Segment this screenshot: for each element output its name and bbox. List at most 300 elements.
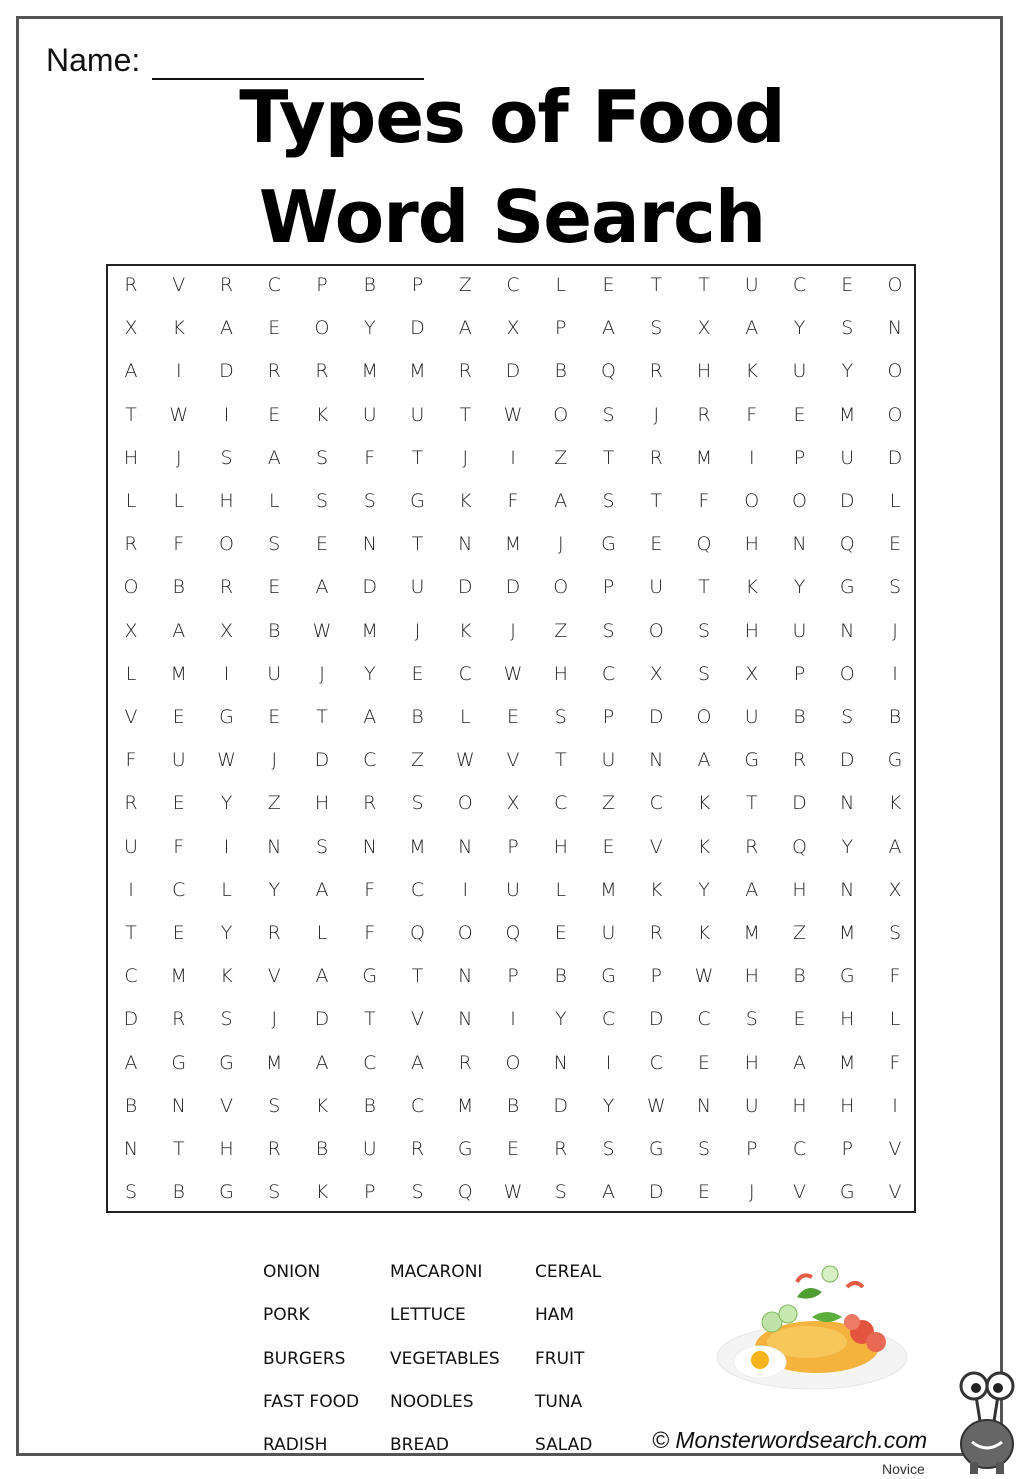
grid-letter[interactable]: M	[504, 533, 522, 556]
grid-letter[interactable]: L	[889, 490, 901, 512]
grid-letter[interactable]: K	[745, 576, 758, 599]
grid-letter[interactable]: M	[695, 446, 713, 469]
grid-letter[interactable]: S	[745, 1008, 758, 1031]
grid-letter[interactable]: S	[888, 922, 902, 944]
grid-letter[interactable]: Z	[267, 792, 281, 815]
grid-letter[interactable]: M	[361, 360, 378, 383]
grid-letter[interactable]: O	[887, 403, 903, 426]
grid-letter[interactable]: N	[887, 317, 903, 340]
grid-letter[interactable]: I	[892, 1094, 898, 1117]
grid-letter[interactable]: E	[697, 1181, 710, 1204]
grid-letter[interactable]: S	[554, 706, 567, 728]
grid-letter[interactable]: Y	[793, 317, 806, 340]
grid-letter[interactable]: K	[697, 835, 711, 858]
grid-letter[interactable]: U	[362, 403, 377, 426]
grid-letter[interactable]: C	[172, 878, 186, 901]
grid-letter[interactable]: O	[792, 490, 807, 512]
grid-letter[interactable]: H	[840, 1008, 855, 1031]
grid-letter[interactable]: R	[554, 1138, 568, 1160]
grid-letter[interactable]: E	[602, 274, 615, 296]
grid-letter[interactable]: V	[411, 1008, 424, 1031]
grid-letter[interactable]: O	[553, 576, 569, 599]
grid-letter[interactable]: S	[554, 1181, 567, 1204]
grid-letter[interactable]: P	[364, 1181, 376, 1204]
grid-letter[interactable]: N	[840, 878, 855, 901]
grid-letter[interactable]: O	[553, 403, 569, 426]
grid-letter[interactable]: G	[601, 965, 616, 988]
grid-letter[interactable]: E	[268, 576, 281, 599]
grid-letter[interactable]: M	[600, 878, 617, 901]
grid-letter[interactable]: K	[220, 965, 233, 988]
grid-letter[interactable]: P	[507, 965, 519, 988]
grid-letter[interactable]: I	[892, 662, 898, 685]
grid-letter[interactable]: U	[171, 749, 186, 772]
grid-letter[interactable]: C	[649, 1051, 663, 1074]
grid-letter[interactable]: S	[220, 446, 233, 469]
grid-letter[interactable]: N	[458, 1008, 473, 1031]
grid-letter[interactable]: Y	[698, 878, 710, 901]
grid-letter[interactable]: C	[410, 878, 425, 901]
grid-letter[interactable]: P	[746, 1138, 758, 1160]
grid-letter[interactable]: S	[888, 576, 902, 599]
grid-letter[interactable]: B	[124, 1094, 138, 1117]
grid-letter[interactable]: H	[792, 878, 807, 901]
grid-letter[interactable]: Z	[554, 446, 568, 469]
grid-letter[interactable]: H	[219, 1138, 234, 1160]
grid-letter[interactable]: T	[125, 922, 137, 944]
grid-letter[interactable]: V	[124, 706, 138, 728]
grid-letter[interactable]: E	[554, 922, 567, 944]
grid-letter[interactable]: P	[316, 274, 328, 296]
grid-letter[interactable]: U	[506, 878, 520, 901]
grid-letter[interactable]: G	[601, 533, 616, 556]
grid-letter[interactable]: S	[841, 706, 854, 728]
grid-letter[interactable]: E	[841, 274, 854, 296]
grid-letter[interactable]: I	[223, 835, 230, 858]
grid-letter[interactable]: D	[362, 576, 378, 599]
grid-letter[interactable]: Y	[220, 922, 233, 944]
grid-letter[interactable]: T	[316, 706, 328, 728]
grid-letter[interactable]: D	[648, 1181, 664, 1204]
grid-letter[interactable]: T	[745, 792, 758, 815]
grid-letter[interactable]: D	[123, 1008, 139, 1031]
grid-letter[interactable]: E	[315, 533, 328, 556]
grid-letter[interactable]: U	[744, 1094, 759, 1117]
grid-letter[interactable]: C	[363, 749, 377, 772]
grid-letter[interactable]: S	[268, 1181, 281, 1204]
grid-letter[interactable]: U	[792, 619, 807, 642]
grid-letter[interactable]: Q	[792, 835, 807, 858]
grid-letter[interactable]: V	[267, 965, 281, 988]
grid-letter[interactable]: S	[697, 619, 711, 642]
grid-letter[interactable]: D	[648, 706, 664, 728]
grid-letter[interactable]: F	[507, 490, 519, 512]
grid-letter[interactable]: L	[221, 878, 232, 901]
grid-letter[interactable]: E	[793, 1008, 806, 1031]
grid-letter[interactable]: S	[124, 1181, 138, 1204]
grid-letter[interactable]: T	[125, 403, 137, 426]
grid-letter[interactable]: E	[650, 533, 663, 556]
grid-letter[interactable]: T	[698, 274, 710, 296]
grid-letter[interactable]: R	[267, 922, 281, 944]
grid-letter[interactable]: L	[555, 878, 567, 901]
grid-letter[interactable]: R	[219, 576, 234, 599]
grid-letter[interactable]: P	[650, 965, 662, 988]
grid-letter[interactable]: D	[887, 446, 903, 469]
grid-letter[interactable]: U	[267, 662, 282, 685]
grid-letter[interactable]: A	[458, 317, 472, 340]
grid-letter[interactable]: T	[363, 1008, 376, 1031]
grid-letter[interactable]: N	[458, 835, 473, 858]
grid-letter[interactable]: N	[171, 1094, 186, 1117]
grid-letter[interactable]: A	[315, 1051, 329, 1074]
grid-letter[interactable]: F	[746, 403, 758, 426]
grid-letter[interactable]: I	[510, 446, 516, 469]
grid-letter[interactable]: P	[507, 835, 519, 858]
grid-letter[interactable]: V	[888, 1138, 902, 1160]
grid-letter[interactable]: R	[124, 792, 138, 815]
grid-letter[interactable]: U	[601, 922, 616, 944]
grid-letter[interactable]: F	[173, 835, 185, 858]
grid-letter[interactable]: K	[315, 1181, 329, 1204]
grid-letter[interactable]: X	[697, 317, 711, 340]
grid-letter[interactable]: W	[503, 1181, 523, 1204]
grid-letter[interactable]: G	[839, 576, 855, 599]
grid-letter[interactable]: K	[459, 490, 472, 512]
grid-letter[interactable]: E	[888, 533, 901, 556]
grid-letter[interactable]: V	[506, 749, 520, 772]
grid-letter[interactable]: T	[172, 1138, 185, 1160]
grid-letter[interactable]: O	[887, 360, 903, 383]
grid-letter[interactable]: D	[553, 1094, 569, 1117]
grid-letter[interactable]: A	[172, 619, 186, 642]
grid-letter[interactable]: H	[314, 792, 330, 815]
grid-letter[interactable]: X	[888, 878, 902, 901]
grid-letter[interactable]: Q	[410, 922, 425, 944]
grid-letter[interactable]: Z	[601, 792, 616, 815]
grid-letter[interactable]: Q	[839, 533, 855, 556]
grid-letter[interactable]: N	[840, 792, 855, 815]
grid-letter[interactable]: U	[792, 360, 807, 383]
grid-letter[interactable]: G	[887, 749, 903, 772]
grid-letter[interactable]: H	[696, 360, 712, 383]
grid-letter[interactable]: T	[459, 403, 472, 426]
grid-letter[interactable]: O	[457, 922, 473, 944]
grid-letter[interactable]: J	[175, 446, 182, 469]
grid-letter[interactable]: R	[267, 1138, 281, 1160]
grid-letter[interactable]: L	[125, 662, 137, 685]
grid-letter[interactable]: N	[649, 749, 664, 772]
grid-letter[interactable]: B	[888, 706, 902, 728]
grid-letter[interactable]: O	[887, 274, 903, 296]
grid-letter[interactable]: F	[173, 533, 185, 556]
grid-letter[interactable]: E	[697, 1051, 710, 1074]
grid-letter[interactable]: I	[462, 878, 469, 901]
grid-letter[interactable]: M	[839, 1051, 856, 1074]
grid-letter[interactable]: U	[744, 274, 759, 296]
grid-letter[interactable]: R	[410, 1138, 425, 1160]
grid-letter[interactable]: S	[602, 403, 615, 426]
grid-letter[interactable]: F	[889, 965, 901, 988]
grid-letter[interactable]: A	[267, 446, 281, 469]
grid-letter[interactable]: X	[124, 317, 138, 340]
grid-letter[interactable]: G	[839, 965, 855, 988]
grid-letter[interactable]: T	[554, 749, 567, 772]
grid-letter[interactable]: U	[601, 749, 616, 772]
grid-letter[interactable]: A	[124, 360, 138, 383]
grid-letter[interactable]: S	[315, 835, 329, 858]
grid-letter[interactable]: Q	[505, 922, 521, 944]
grid-letter[interactable]: C	[792, 1138, 807, 1160]
grid-letter[interactable]: T	[602, 446, 615, 469]
grid-letter[interactable]: E	[268, 403, 281, 426]
grid-letter[interactable]: E	[411, 662, 424, 685]
grid-letter[interactable]: X	[745, 662, 759, 685]
grid-letter[interactable]: C	[410, 1094, 425, 1117]
grid-letter[interactable]: A	[602, 1181, 615, 1204]
grid-letter[interactable]: L	[459, 706, 471, 728]
grid-letter[interactable]: P	[841, 1138, 853, 1160]
grid-letter[interactable]: G	[219, 1051, 234, 1074]
grid-letter[interactable]: E	[506, 706, 519, 728]
grid-letter[interactable]: L	[889, 1008, 901, 1031]
grid-letter[interactable]: D	[219, 360, 234, 383]
grid-letter[interactable]: R	[649, 446, 663, 469]
grid-letter[interactable]: M	[361, 619, 378, 642]
grid-letter[interactable]: X	[506, 792, 520, 815]
grid-letter[interactable]: B	[363, 274, 376, 296]
grid-letter[interactable]: R	[649, 922, 663, 944]
grid-letter[interactable]: Z	[792, 922, 807, 944]
grid-letter[interactable]: H	[219, 490, 234, 512]
grid-letter[interactable]: A	[220, 317, 233, 340]
grid-letter[interactable]: Q	[696, 533, 712, 556]
grid-letter[interactable]: S	[411, 792, 424, 815]
grid-letter[interactable]: D	[792, 792, 807, 815]
grid-letter[interactable]: S	[315, 446, 329, 469]
grid-letter[interactable]: C	[649, 792, 663, 815]
grid-letter[interactable]: A	[697, 749, 711, 772]
grid-letter[interactable]: L	[555, 274, 567, 296]
grid-letter[interactable]: C	[363, 1051, 377, 1074]
grid-letter[interactable]: D	[314, 749, 330, 772]
grid-letter[interactable]: B	[268, 619, 281, 642]
grid-letter[interactable]: G	[839, 1181, 855, 1204]
grid-letter[interactable]: R	[792, 749, 807, 772]
grid-letter[interactable]: N	[267, 835, 282, 858]
grid-letter[interactable]: R	[363, 792, 377, 815]
grid-letter[interactable]: Y	[220, 792, 233, 815]
grid-letter[interactable]: N	[792, 533, 807, 556]
grid-letter[interactable]: S	[268, 1094, 281, 1117]
grid-letter[interactable]: O	[505, 1051, 521, 1074]
grid-letter[interactable]: U	[410, 576, 425, 599]
grid-letter[interactable]: D	[648, 1008, 664, 1031]
grid-letter[interactable]: R	[697, 403, 711, 426]
grid-letter[interactable]: Y	[363, 317, 376, 340]
grid-letter[interactable]: O	[123, 576, 139, 599]
grid-letter[interactable]: X	[649, 662, 663, 685]
grid-letter[interactable]: J	[892, 619, 898, 642]
grid-letter[interactable]: F	[364, 878, 376, 901]
grid-letter[interactable]: A	[315, 576, 329, 599]
grid-letter[interactable]: H	[792, 1094, 807, 1117]
grid-letter[interactable]: U	[124, 835, 138, 858]
grid-letter[interactable]: H	[744, 619, 759, 642]
grid-letter[interactable]: Z	[554, 619, 568, 642]
grid-letter[interactable]: W	[169, 403, 189, 426]
grid-letter[interactable]: B	[411, 706, 424, 728]
grid-letter[interactable]: S	[268, 533, 281, 556]
grid-letter[interactable]: S	[841, 317, 854, 340]
grid-letter[interactable]: G	[648, 1138, 664, 1160]
grid-letter[interactable]: I	[223, 662, 230, 685]
grid-letter[interactable]: G	[219, 706, 234, 728]
grid-letter[interactable]: N	[362, 533, 377, 556]
grid-letter[interactable]: W	[503, 403, 523, 426]
grid-letter[interactable]: B	[363, 1094, 376, 1117]
grid-letter[interactable]: M	[409, 360, 426, 383]
grid-letter[interactable]: U	[649, 576, 664, 599]
grid-letter[interactable]: S	[411, 1181, 424, 1204]
grid-letter[interactable]: P	[793, 446, 806, 469]
grid-letter[interactable]: Y	[602, 1094, 615, 1117]
grid-letter[interactable]: Y	[554, 1008, 567, 1031]
grid-letter[interactable]: C	[124, 965, 138, 988]
grid-letter[interactable]: U	[362, 1138, 377, 1160]
grid-letter[interactable]: U	[410, 403, 425, 426]
grid-letter[interactable]: K	[650, 878, 663, 901]
grid-letter[interactable]: G	[744, 749, 760, 772]
grid-letter[interactable]: R	[267, 360, 281, 383]
grid-letter[interactable]: A	[793, 1051, 806, 1074]
grid-letter[interactable]: E	[172, 922, 185, 944]
grid-letter[interactable]: W	[217, 749, 236, 772]
grid-letter[interactable]: S	[697, 1138, 711, 1160]
grid-letter[interactable]: G	[219, 1181, 234, 1204]
grid-letter[interactable]: R	[315, 360, 329, 383]
grid-letter[interactable]: N	[458, 533, 473, 556]
grid-letter[interactable]: S	[650, 317, 663, 340]
grid-letter[interactable]: P	[602, 706, 615, 728]
grid-letter[interactable]: A	[745, 878, 759, 901]
grid-letter[interactable]: T	[698, 576, 710, 599]
grid-letter[interactable]: J	[271, 749, 278, 772]
grid-letter[interactable]: E	[793, 403, 806, 426]
grid-letter[interactable]: G	[362, 965, 378, 988]
grid-letter[interactable]: H	[744, 965, 759, 988]
grid-letter[interactable]: O	[314, 317, 330, 340]
grid-letter[interactable]: R	[172, 1008, 186, 1031]
grid-letter[interactable]: A	[363, 706, 377, 728]
grid-letter[interactable]: U	[840, 446, 855, 469]
grid-letter[interactable]: W	[455, 749, 475, 772]
grid-letter[interactable]: S	[602, 1138, 615, 1160]
grid-letter[interactable]: G	[457, 1138, 473, 1160]
grid-letter[interactable]: D	[839, 490, 855, 512]
grid-letter[interactable]: G	[171, 1051, 187, 1074]
grid-letter[interactable]: M	[266, 1051, 283, 1074]
grid-letter[interactable]: M	[409, 835, 426, 858]
grid-letter[interactable]: Y	[841, 835, 854, 858]
grid-letter[interactable]: Q	[457, 1181, 473, 1204]
grid-letter[interactable]: T	[411, 533, 424, 556]
grid-letter[interactable]: I	[223, 403, 230, 426]
grid-letter[interactable]: X	[219, 619, 234, 642]
grid-letter[interactable]: J	[653, 403, 660, 426]
grid-letter[interactable]: B	[793, 706, 806, 728]
grid-letter[interactable]: H	[744, 533, 759, 556]
grid-letter[interactable]: B	[793, 965, 806, 988]
grid-letter[interactable]: D	[505, 360, 521, 383]
grid-letter[interactable]: F	[698, 490, 710, 512]
grid-letter[interactable]: B	[172, 576, 185, 599]
grid-letter[interactable]: E	[268, 706, 281, 728]
grid-letter[interactable]: D	[839, 749, 855, 772]
grid-letter[interactable]: O	[648, 619, 664, 642]
grid-letter[interactable]: R	[124, 533, 138, 556]
grid-letter[interactable]: C	[601, 662, 616, 685]
grid-letter[interactable]: D	[457, 576, 473, 599]
grid-letter[interactable]: K	[888, 792, 902, 815]
grid-letter[interactable]: V	[649, 835, 663, 858]
grid-letter[interactable]: V	[172, 274, 186, 296]
grid-letter[interactable]: Y	[363, 662, 376, 685]
grid-letter[interactable]: R	[458, 1051, 472, 1074]
grid-letter[interactable]: A	[888, 835, 902, 858]
grid-letter[interactable]: J	[510, 619, 516, 642]
grid-letter[interactable]: J	[271, 1008, 278, 1031]
grid-letter[interactable]: F	[125, 749, 137, 772]
grid-letter[interactable]: M	[839, 922, 856, 944]
grid-letter[interactable]: I	[605, 1051, 612, 1074]
grid-letter[interactable]: A	[315, 878, 329, 901]
grid-letter[interactable]: S	[602, 619, 615, 642]
grid-letter[interactable]: E	[506, 1138, 519, 1160]
grid-letter[interactable]: R	[649, 360, 663, 383]
grid-letter[interactable]: I	[748, 446, 755, 469]
grid-letter[interactable]: D	[410, 317, 425, 340]
grid-letter[interactable]: F	[889, 1051, 901, 1074]
grid-letter[interactable]: P	[555, 317, 567, 340]
grid-letter[interactable]: W	[694, 965, 714, 988]
grid-letter[interactable]: S	[220, 1008, 233, 1031]
grid-letter[interactable]: K	[697, 792, 711, 815]
grid-letter[interactable]: O	[219, 533, 234, 556]
grid-letter[interactable]: U	[744, 706, 759, 728]
grid-letter[interactable]: B	[554, 360, 567, 383]
grid-letter[interactable]: E	[268, 317, 281, 340]
grid-letter[interactable]: R	[458, 360, 472, 383]
grid-letter[interactable]: H	[744, 1051, 759, 1074]
grid-letter[interactable]: F	[364, 922, 376, 944]
grid-letter[interactable]: O	[457, 792, 473, 815]
grid-letter[interactable]: C	[697, 1008, 711, 1031]
grid-letter[interactable]: I	[128, 878, 134, 901]
grid-letter[interactable]: W	[503, 662, 523, 685]
grid-letter[interactable]: E	[602, 835, 615, 858]
grid-letter[interactable]: S	[363, 490, 376, 512]
grid-letter[interactable]: L	[125, 490, 137, 512]
grid-letter[interactable]: Z	[458, 274, 472, 296]
grid-letter[interactable]: A	[602, 317, 615, 340]
grid-letter[interactable]: G	[410, 490, 425, 512]
grid-letter[interactable]: W	[646, 1094, 666, 1117]
grid-letter[interactable]: K	[315, 403, 329, 426]
grid-letter[interactable]: K	[697, 922, 711, 944]
grid-letter[interactable]: N	[362, 835, 377, 858]
grid-letter[interactable]: W	[312, 619, 332, 642]
